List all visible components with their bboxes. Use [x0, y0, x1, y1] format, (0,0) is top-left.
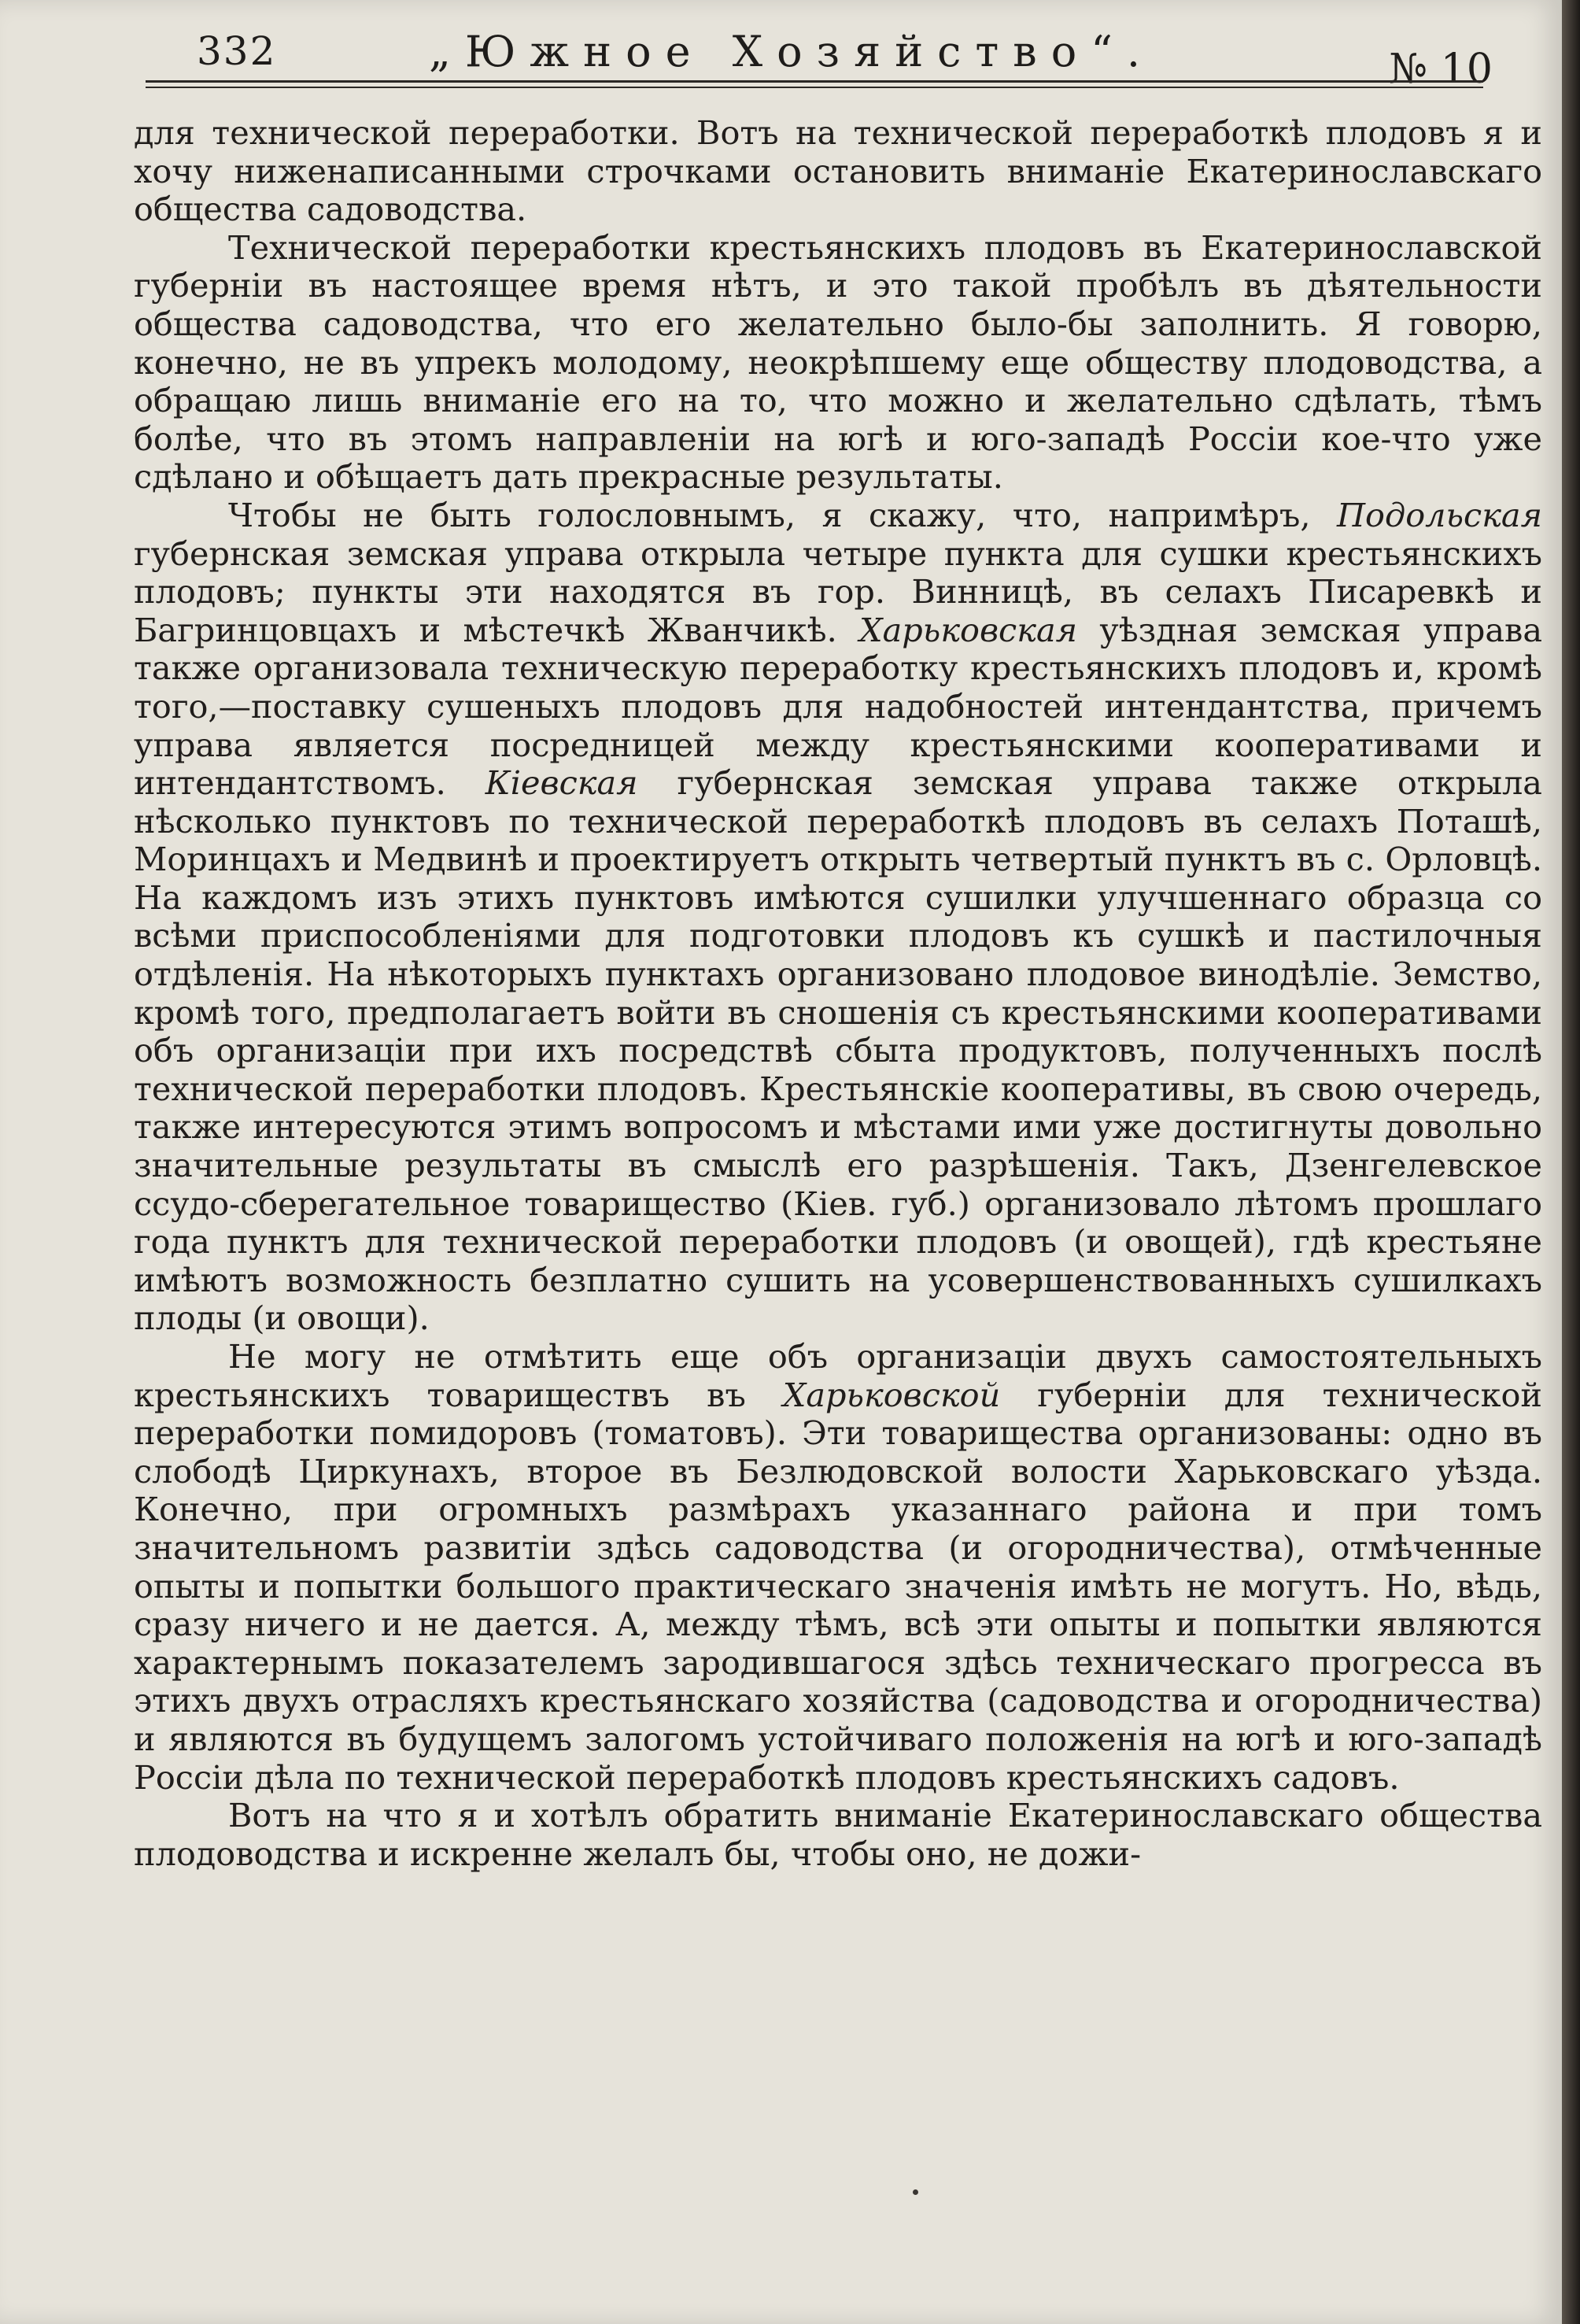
region-kharkov-2: Харьковской — [782, 1376, 1001, 1414]
journal-title: „Южное Хозяйство“. — [429, 27, 1154, 76]
paragraph-2: Технической переработки крестьянскихъ плодовъ въ Екатеринославской губерніи въ настоящее время нѣтъ, и это такой пробѣлъ въ дѣятельности общества садоводства, что его желательно было-бы заполнить. Я говорю, конечно, не въ упрекъ молодому, неокрѣпшему еще обществу плодоводства, а обращаю лишь вниманіе его на то, что можно и желательно сдѣлать, тѣмъ болѣе, что въ этомъ направленіи на югѣ и юго-западѣ Россіи кое-что уже сдѣлано и обѣщаетъ дать прекрасные результаты. — [134, 228, 1542, 497]
region-kharkov: Харьковская — [859, 611, 1078, 649]
issue-number: № 10 — [1389, 46, 1493, 93]
header-rule — [146, 80, 1483, 88]
article-body — [134, 114, 1542, 1873]
region-podolsk: Подольская — [1336, 496, 1542, 534]
region-kiev: Кіевская — [485, 764, 638, 803]
paragraph-1: для технической переработки. Вотъ на технической переработкѣ плодовъ я и хочу ниженаписанными строчками остановить вниманіе Екатеринославскаго общества садоводства. — [134, 114, 1542, 229]
paragraph-5: Вотъ на что я и хотѣлъ обратить вниманіе Екатеринославскаго общества плодоводства и искренне желалъ бы, чтобы оно, не дожи- — [134, 1797, 1542, 1873]
paragraph-3 — [134, 497, 1542, 1338]
paragraph-4-text-b: губерніи для технической переработки помидоровъ (томатовъ). Эти товарищества организованы: одно въ слободѣ Циркунахъ, второе въ Безлюдовской волости Харьковскаго уѣзда. Конечно, при огромныхъ размѣрахъ указаннаго района и при томъ значительномъ развитіи здѣсь садоводства (и огородничества), отмѣченные опыты и попытки большого практическаго значенія имѣть не могутъ. Но, вѣдь, сразу ничего и не дается. А, между тѣмъ, всѣ эти опыты и попытки являются характернымъ показателемъ зародившагося здѣсь техническаго прогресса въ этихъ двухъ отрасляхъ крестьянскаго хозяйства (садоводства и огородничества) и являются въ будущемъ залогомъ устойчиваго положенія на югѣ и юго-западѣ Россіи дѣла по технической переработкѣ плодовъ крестьянскихъ садовъ. — [134, 1376, 1542, 1797]
paragraph-3-text-a: Чтобы не быть голословнымъ, я скажу, что, напримѣръ, — [228, 496, 1337, 534]
paragraph-4-text-a: Не могу не отмѣтить еще объ организаціи двухъ самостоятельныхъ крестьянскихъ товариществъ въ — [134, 1338, 1542, 1414]
page-number: 332 — [197, 28, 277, 74]
paragraph-3-text-b: губернская земская управа открыла четыре пункта для сушки крестьянскихъ плодовъ; пункты эти находятся въ гор. Винницѣ, въ селахъ Писаревкѣ и Багринцовцахъ и мѣстечкѣ Жванчикѣ. — [134, 534, 1542, 649]
ink-speck — [913, 2189, 918, 2195]
page-edge-shadow — [1562, 0, 1580, 2324]
paragraph-4 — [134, 1338, 1542, 1797]
paragraph-3-text-c: уѣздная земская управа также организовала техническую переработку крестьянскихъ плодовъ и, кромѣ того,—поставку сушеныхъ плодовъ для надобностей интендантства, причемъ управа является посредницей между крестьянскими кооперативами и интендантствомъ. — [134, 611, 1542, 803]
paragraph-3-text-d: губернская земская управа также открыла нѣсколько пунктовъ по технической переработкѣ плодовъ въ селахъ Поташѣ, Моринцахъ и Медвинѣ и проектируетъ открыть четвертый пунктъ въ с. Орловцѣ. На каждомъ изъ этихъ пунктовъ имѣются сушилки улучшеннаго образца со всѣми приспособленіями для подготовки плодовъ къ сушкѣ и пастилочныя отдѣленія. На нѣкоторыхъ пунктахъ организовано плодовое винодѣліе. Земство, кромѣ того, предполагаетъ войти въ сношенія съ крестьянскими кооперативами объ организаціи при ихъ посредствѣ сбыта продуктовъ, полученныхъ послѣ технической переработки плодовъ. Крестьянскіе кооперативы, въ свою очередь, также интересуются этимъ вопросомъ и мѣстами ими уже достигнуты довольно значительные результаты въ смыслѣ его разрѣшенія. Такъ, Дзенгелевское ссудо-сберегательное товарищество (Кіев. губ.) организовало лѣтомъ прошлаго года пунктъ для технической переработки плодовъ (и овощей), гдѣ крестьяне имѣютъ возможность безплатно сушить на усовершенствованныхъ сушилкахъ плоды (и овощи). — [134, 764, 1542, 1338]
page-header — [146, 24, 1515, 94]
